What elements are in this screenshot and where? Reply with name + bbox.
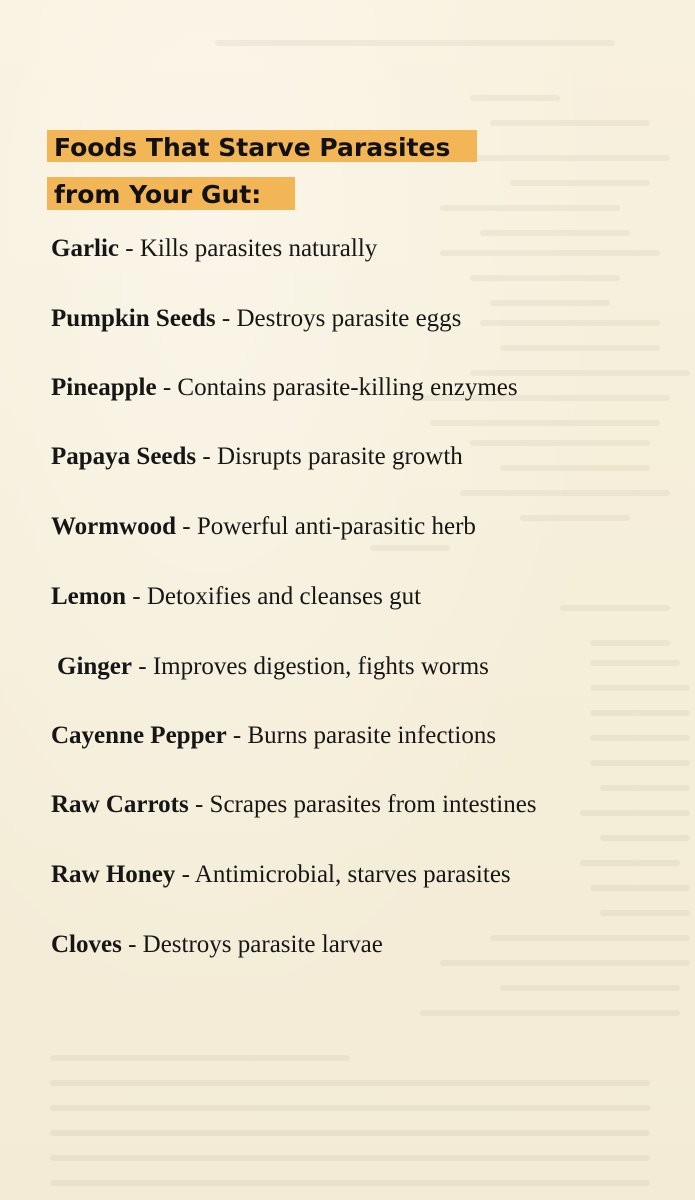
faded-text-line — [470, 275, 620, 281]
list-item — [51, 932, 383, 957]
food-name: Pumpkin Seeds — [51, 305, 216, 332]
faded-text-line — [440, 250, 660, 256]
faded-text-line — [460, 490, 670, 496]
faded-text-line — [500, 985, 680, 991]
faded-text-line — [50, 1055, 350, 1061]
food-name: Wormwood — [51, 513, 176, 540]
food-description: - Antimicrobial, starves parasites — [175, 861, 511, 888]
food-name: Cloves — [51, 931, 122, 958]
faded-text-line — [50, 1080, 650, 1086]
food-description: - Destroys parasite larvae — [121, 931, 383, 958]
faded-text-line — [580, 860, 680, 866]
food-name: Raw Honey — [51, 861, 176, 888]
faded-text-line — [50, 1130, 650, 1136]
faded-text-line — [420, 1010, 680, 1016]
faded-text-line — [590, 685, 690, 691]
list-item — [51, 862, 511, 887]
faded-text-line — [215, 40, 615, 46]
faded-text-line — [490, 300, 610, 306]
list-item — [51, 306, 461, 331]
list-item — [51, 375, 518, 400]
faded-text-line — [440, 205, 620, 211]
list-item — [51, 236, 377, 261]
faded-text-line — [470, 95, 560, 101]
faded-text-line — [580, 810, 690, 816]
faded-text-line — [520, 515, 630, 521]
faded-text-line — [590, 710, 690, 716]
faded-text-line — [490, 120, 650, 126]
faded-text-line — [50, 1180, 650, 1186]
faded-text-line — [590, 735, 690, 741]
list-item — [57, 654, 489, 679]
faded-text-line — [370, 545, 450, 551]
food-description: - Improves digestion, fights worms — [132, 653, 489, 680]
faded-text-line — [480, 320, 660, 326]
faded-text-line — [590, 760, 690, 766]
list-item — [51, 444, 463, 469]
faded-text-line — [480, 230, 630, 236]
food-description: - Detoxifies and cleanses gut — [126, 583, 422, 610]
faded-text-line — [590, 885, 690, 891]
food-name: Lemon — [51, 583, 126, 610]
list-item — [51, 723, 496, 748]
faded-text-line — [430, 420, 660, 426]
list-item — [51, 584, 421, 609]
food-name: Ginger — [57, 653, 132, 680]
faded-text-line — [600, 835, 690, 841]
food-description: - Disrupts parasite growth — [196, 443, 463, 470]
faded-text-line — [500, 345, 660, 351]
faded-text-line — [470, 155, 670, 161]
faded-text-line — [490, 935, 690, 941]
title-line-1: Foods That Starve Parasites — [47, 130, 477, 162]
faded-text-line — [600, 785, 690, 791]
food-name: Cayenne Pepper — [51, 722, 227, 749]
faded-text-line — [560, 605, 670, 611]
faded-text-line — [600, 910, 690, 916]
food-description: - Contains parasite-killing enzymes — [156, 374, 518, 401]
food-name: Papaya Seeds — [51, 443, 197, 470]
faded-text-line — [590, 660, 680, 666]
title-line-2: from Your Gut: — [47, 177, 295, 210]
food-description: - Scrapes parasites from intestines — [188, 791, 537, 818]
list-item — [51, 514, 476, 539]
food-name: Pineapple — [51, 374, 157, 401]
faded-text-line — [50, 1105, 650, 1111]
faded-text-line — [440, 960, 690, 966]
faded-text-line — [590, 640, 670, 646]
list-item — [51, 792, 537, 817]
food-description: - Kills parasites naturally — [119, 235, 378, 262]
faded-text-line — [50, 1155, 650, 1161]
faded-text-line — [510, 180, 650, 186]
food-description: - Burns parasite infections — [226, 722, 497, 749]
food-description: - Powerful anti-parasitic herb — [176, 513, 476, 540]
food-description: - Destroys parasite eggs — [215, 305, 462, 332]
food-name: Garlic — [51, 235, 120, 262]
faded-text-line — [500, 465, 650, 471]
food-name: Raw Carrots — [51, 791, 189, 818]
faded-text-line — [470, 440, 650, 446]
